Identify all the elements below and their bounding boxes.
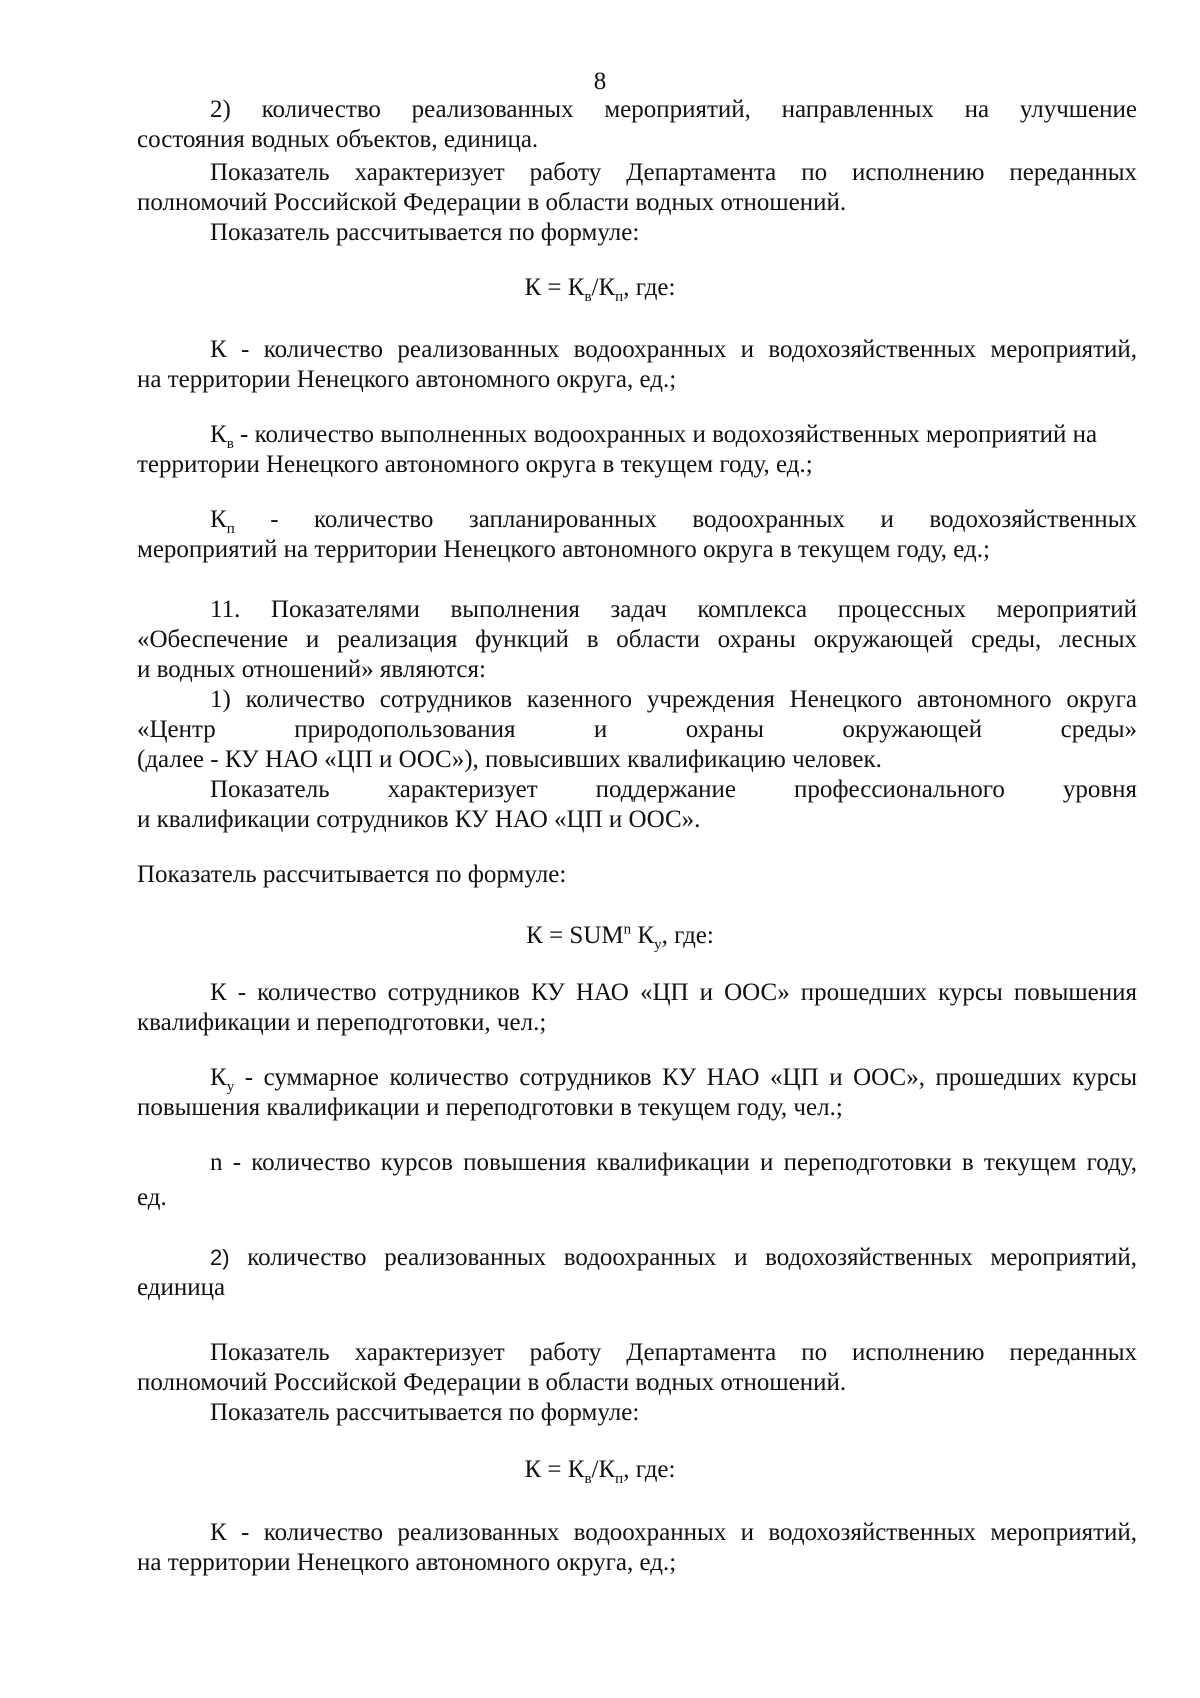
formula-k-sum xyxy=(0,915,1200,960)
indicator-description-line-2: полномочий Российской Федерации в области водных отношений. xyxy=(137,189,847,216)
kv-symbol: К xyxy=(210,421,227,448)
formula-c-intro: Показатель рассчитывается по формуле: xyxy=(210,1399,640,1426)
definition-kp-line-2: мероприятий на территории Ненецкого автономного округа в текущем году, ед.; xyxy=(137,536,990,563)
page-number: 8 xyxy=(593,68,607,95)
indicator-b-description-line-2: и квалификации сотрудников КУ НАО «ЦП и ООС». xyxy=(137,806,701,833)
kp-symbol: К xyxy=(210,506,227,533)
formula-b-sup-n: n xyxy=(623,922,632,938)
formula-sub-v: в xyxy=(584,289,592,305)
item-2-c-number: 2) xyxy=(210,1245,230,1270)
item-2-c-line-2: единица xyxy=(137,1274,226,1301)
formula-c-k-ratio xyxy=(0,1455,1200,1494)
indicator-description-line-1: Показатель характеризует работу Департамента по исполнению переданных xyxy=(210,159,1137,186)
item-2-c-text: количество реализованных водоохранных и водохозяйственных мероприятий, xyxy=(229,1244,1137,1271)
formula-b-sub-y: у xyxy=(654,937,662,954)
formula-c-sub-p: п xyxy=(615,1471,624,1487)
item-1-line-3: (далее - КУ НАО «ЦП и ООС»), повысивших квалификацию человек. xyxy=(137,746,882,773)
definition-kv-line-2: территории Ненецкого автономного округа в текущем году, ед.; xyxy=(137,451,813,478)
ky-text: - суммарное количество сотрудников КУ НАО «ЦП и ООС», прошедших курсы xyxy=(234,1064,1137,1091)
paragraph-11-line-3: и водных отношений» являются: xyxy=(137,656,486,683)
formula-left: К = К xyxy=(524,274,585,301)
formula-c-tail: , где: xyxy=(623,1456,676,1483)
definition-c-k-line-1: К - количество реализованных водоохранных и водохозяйственных мероприятий, xyxy=(210,1519,1137,1546)
formula-sub-p: п xyxy=(615,289,624,305)
ky-symbol: К xyxy=(210,1064,227,1091)
formula-b-mid: К xyxy=(631,922,655,950)
item-2-heading-line-2: состояния водных объектов, единица. xyxy=(137,126,539,153)
kv-text: - количество выполненных водоохранных и водохозяйственных мероприятий на xyxy=(233,421,1098,448)
paragraph-11-line-1: 11. Показателями выполнения задач комплекса процессных мероприятий xyxy=(210,596,1137,623)
kv-subscript: в xyxy=(226,436,234,452)
item-2-heading-line-1: 2) количество реализованных мероприятий, направленных на улучшение xyxy=(210,96,1137,123)
item-2-c-line-1 xyxy=(210,1243,1137,1273)
definition-c-k-line-2: на территории Ненецкого автономного округа, ед.; xyxy=(137,1549,677,1576)
formula-mid: /К xyxy=(591,274,616,301)
kp-text: - количество запланированных водоохранных и водохозяйственных xyxy=(234,506,1137,533)
definition-b-k-line-1: К - количество сотрудников КУ НАО «ЦП и ООС» прошедших курсы повышения xyxy=(210,979,1137,1006)
formula-tail: , где: xyxy=(623,274,676,301)
indicator-c-description-line-2: полномочий Российской Федерации в области водных отношений. xyxy=(137,1369,847,1396)
formula-c-left: К = К xyxy=(524,1456,585,1483)
formula-intro: Показатель рассчитывается по формуле: xyxy=(210,219,640,246)
formula-k-ratio xyxy=(0,273,1200,312)
definition-b-k-line-2: квалификации и переподготовки, чел.; xyxy=(137,1009,547,1036)
definition-n-line-1: n - количество курсов повышения квалификации и переподготовки в текущем году, xyxy=(210,1149,1137,1176)
item-1-line-2: «Центр природопользования и охраны окружающей среды» xyxy=(137,716,1137,743)
formula-b-tail: , где: xyxy=(661,922,714,950)
indicator-c-description-line-1: Показатель характеризует работу Департамента по исполнению переданных xyxy=(210,1339,1137,1366)
paragraph-11-line-2: «Обеспечение и реализация функций в области охраны окружающей среды, лесных xyxy=(137,626,1137,653)
definition-k-line-1: К - количество реализованных водоохранных и водохозяйственных мероприятий, xyxy=(210,336,1137,363)
formula-b-intro: Показатель рассчитывается по формуле: xyxy=(137,861,567,888)
definition-n-line-2: ед. xyxy=(137,1184,167,1211)
indicator-b-description-line-1: Показатель характеризует поддержание профессионального уровня xyxy=(210,776,1137,803)
kp-subscript: п xyxy=(226,521,235,537)
definition-k-line-2: на территории Ненецкого автономного округа, ед.; xyxy=(137,366,677,393)
definition-ky-line-2: повышения квалификации и переподготовки в текущем году, чел.; xyxy=(137,1094,843,1121)
item-1-line-1: 1) количество сотрудников казенного учреждения Ненецкого автономного округа xyxy=(210,686,1137,713)
formula-c-sub-v: в xyxy=(584,1471,592,1487)
formula-c-mid: /К xyxy=(591,1456,616,1483)
formula-b-left: К = SUM xyxy=(526,922,624,950)
ky-subscript: у xyxy=(226,1079,235,1095)
